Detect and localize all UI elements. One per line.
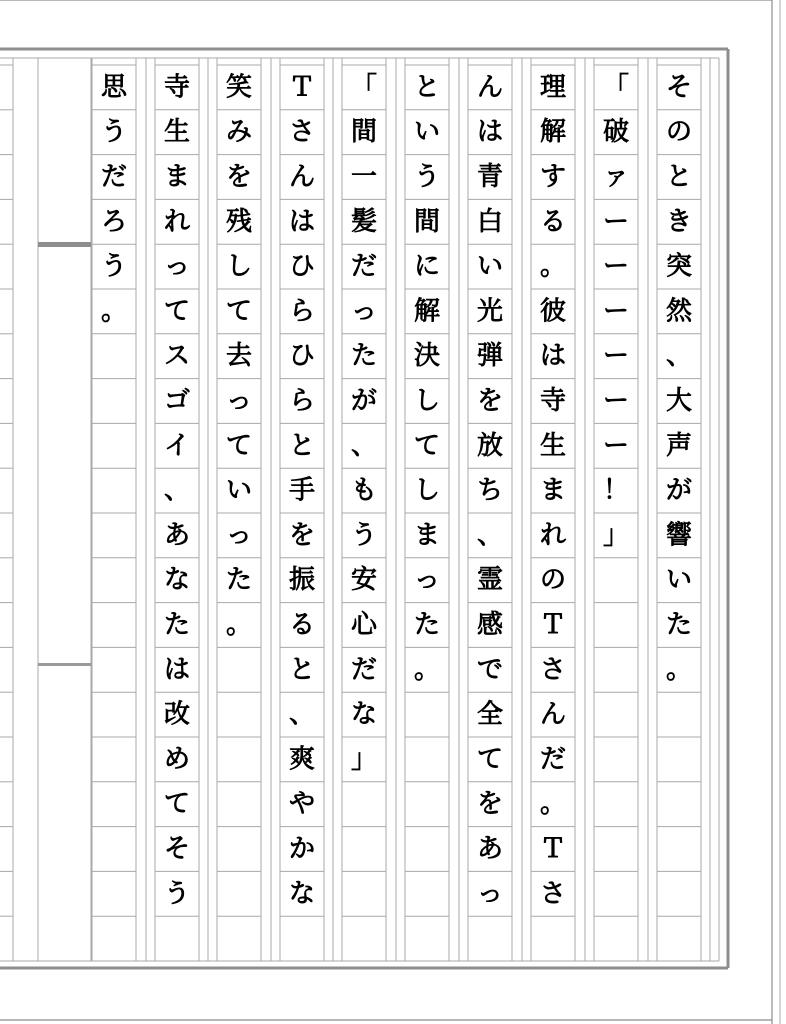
cell-character: さ: [539, 878, 567, 909]
cell-character: Ｔ: [288, 72, 316, 103]
cell-character: た: [163, 610, 191, 640]
cell-character: 。: [225, 610, 253, 640]
cell-character: ー: [602, 430, 630, 461]
cell-character: さ: [539, 654, 567, 685]
cell-character: ろ: [100, 206, 128, 237]
cell-character: を: [476, 386, 504, 416]
cell-character: 」: [602, 520, 630, 551]
cell-character: 安: [350, 565, 378, 596]
cell-character: 全: [476, 699, 504, 730]
cell-character: 振: [288, 565, 316, 596]
manuscript-column: [657, 58, 701, 961]
cell-character: Ｔ: [539, 610, 567, 640]
manuscript-column: [92, 58, 136, 961]
cell-character: 理: [539, 72, 567, 103]
cell-character: 大: [665, 386, 693, 416]
cell-character: ー: [602, 341, 630, 372]
cell-character: と: [288, 430, 316, 461]
cell-character: っ: [163, 251, 191, 282]
cell-character: れ: [539, 520, 567, 551]
manuscript-column: [342, 58, 386, 961]
cell-character: う: [350, 520, 378, 551]
cell-character: と: [288, 654, 316, 685]
cell-character: ん: [288, 162, 316, 192]
cell-character: そ: [163, 834, 191, 864]
cell-character: 「: [350, 72, 378, 103]
cell-character: 生: [539, 430, 567, 461]
cell-character: も: [350, 475, 378, 506]
cell-character: う: [100, 117, 128, 148]
cell-character: が: [350, 386, 378, 416]
cell-character: ん: [476, 72, 504, 103]
cell-character: い: [225, 475, 253, 506]
cell-character: 。: [539, 251, 567, 282]
cell-character: て: [225, 296, 253, 327]
manuscript-column: [217, 58, 261, 961]
cell-character: 光: [476, 296, 504, 327]
cell-character: 、: [350, 430, 378, 461]
cell-character: さ: [288, 117, 316, 148]
cell-character: っ: [476, 878, 504, 909]
cell-character: い: [476, 251, 504, 282]
cell-character: の: [539, 565, 567, 596]
manuscript-column: [468, 58, 512, 961]
cell-character: だ: [539, 744, 567, 775]
cell-character: 然: [665, 296, 693, 327]
cell-character: 、: [665, 341, 693, 372]
cell-character: 解: [539, 117, 567, 148]
cell-character: ー: [602, 206, 630, 237]
cell-character: 霊: [476, 565, 504, 596]
cell-character: し: [225, 251, 253, 282]
cell-character: 青: [476, 162, 504, 192]
cell-character: あ: [476, 834, 504, 864]
fold-mark-lower: [38, 663, 91, 666]
cell-character: る: [288, 610, 316, 640]
cell-character: あ: [163, 520, 191, 551]
cell-character: 突: [665, 251, 693, 282]
cell-character: 生: [163, 117, 191, 148]
fold-mark-upper: [38, 242, 91, 247]
cell-character: 」: [350, 744, 378, 775]
manuscript-column: [594, 58, 638, 961]
cell-character: 改: [163, 699, 191, 730]
cell-character: し: [413, 475, 441, 506]
cell-character: だ: [350, 251, 378, 282]
cell-character: 声: [665, 430, 693, 461]
cell-character: ん: [539, 699, 567, 730]
cell-character: 彼: [539, 296, 567, 327]
cell-character: た: [225, 565, 253, 596]
cell-character: 。: [539, 789, 567, 820]
cell-character: ひ: [288, 251, 316, 282]
cell-character: 寺: [163, 72, 191, 103]
cell-character: ー: [602, 296, 630, 327]
cell-character: そ: [665, 72, 693, 103]
cell-character: た: [665, 610, 693, 640]
cell-character: 髪: [350, 206, 378, 237]
cell-character: ゴ: [163, 386, 191, 416]
cell-character: す: [539, 162, 567, 192]
cell-character: た: [413, 610, 441, 640]
cell-character: ー: [602, 386, 630, 416]
cell-character: 間: [350, 117, 378, 148]
cell-character: で: [476, 654, 504, 685]
cell-character: ら: [288, 386, 316, 416]
cell-character: 間: [413, 206, 441, 237]
cell-character: た: [350, 341, 378, 372]
cell-character: を: [225, 162, 253, 192]
cell-character: う: [100, 251, 128, 282]
cell-character: 解: [413, 296, 441, 327]
cell-character: は: [163, 654, 191, 685]
cell-character: は: [288, 206, 316, 237]
cell-character: だ: [350, 654, 378, 685]
cell-character: 破: [602, 117, 630, 148]
cell-character: 去: [225, 341, 253, 372]
cell-character: ち: [476, 475, 504, 506]
cell-character: 一: [350, 162, 378, 192]
cell-character: な: [288, 878, 316, 909]
cell-character: と: [413, 72, 441, 103]
manuscript-column: [531, 58, 575, 961]
cell-character: ら: [288, 296, 316, 327]
cell-character: め: [163, 744, 191, 775]
cell-character: 響: [665, 520, 693, 551]
cell-character: 決: [413, 341, 441, 372]
cell-character: を: [476, 789, 504, 820]
cell-character: ま: [413, 520, 441, 551]
cell-character: ー: [602, 251, 630, 282]
cell-character: ひ: [288, 341, 316, 372]
cell-character: 笑: [225, 72, 253, 103]
cell-character: Ｔ: [539, 834, 567, 864]
cell-character: は: [476, 117, 504, 148]
cell-character: 寺: [539, 386, 567, 416]
cell-character: ス: [163, 341, 191, 372]
cell-character: っ: [413, 565, 441, 596]
cell-character: き: [665, 206, 693, 237]
cell-character: な: [350, 699, 378, 730]
cell-character: イ: [163, 430, 191, 461]
cell-character: 「: [602, 72, 630, 103]
cell-character: は: [539, 341, 567, 372]
cell-character: っ: [350, 296, 378, 327]
cell-character: て: [225, 430, 253, 461]
cell-character: の: [665, 117, 693, 148]
cell-character: う: [163, 878, 191, 909]
cell-character: 。: [100, 296, 128, 327]
cell-character: 弾: [476, 341, 504, 372]
cell-character: る: [539, 206, 567, 237]
cell-character: に: [413, 251, 441, 282]
cell-character: 爽: [288, 744, 316, 775]
cell-character: 白: [476, 206, 504, 237]
cell-character: だ: [100, 162, 128, 192]
cell-character: 。: [413, 654, 441, 685]
cell-character: 、: [476, 520, 504, 551]
cell-character: い: [413, 117, 441, 148]
cell-character: 、: [163, 475, 191, 506]
cell-character: し: [413, 386, 441, 416]
manuscript-column: [405, 58, 449, 961]
cell-character: や: [288, 789, 316, 820]
cell-character: ァ: [602, 162, 630, 192]
cell-character: ま: [539, 475, 567, 506]
cell-character: い: [665, 565, 693, 596]
cell-character: を: [288, 520, 316, 551]
cell-character: て: [413, 430, 441, 461]
cell-character: て: [476, 744, 504, 775]
cell-character: ！: [602, 475, 630, 506]
manuscript-column: [155, 58, 199, 961]
cell-character: 感: [476, 610, 504, 640]
cell-character: な: [163, 565, 191, 596]
cell-character: が: [665, 475, 693, 506]
manuscript-column: [280, 58, 324, 961]
cell-character: か: [288, 834, 316, 864]
cell-character: て: [163, 789, 191, 820]
cell-character: て: [163, 296, 191, 327]
cell-character: 心: [350, 610, 378, 640]
cell-character: と: [665, 162, 693, 192]
cell-character: ま: [163, 162, 191, 192]
cell-character: み: [225, 117, 253, 148]
cell-character: 、: [288, 699, 316, 730]
cell-character: 思: [100, 72, 128, 103]
cell-character: 残: [225, 206, 253, 237]
cell-character: れ: [163, 206, 191, 237]
cell-character: 。: [665, 654, 693, 685]
cell-character: っ: [225, 386, 253, 416]
cell-character: 放: [476, 430, 504, 461]
cell-character: っ: [225, 520, 253, 551]
cell-character: 手: [288, 475, 316, 506]
cell-character: う: [413, 162, 441, 192]
